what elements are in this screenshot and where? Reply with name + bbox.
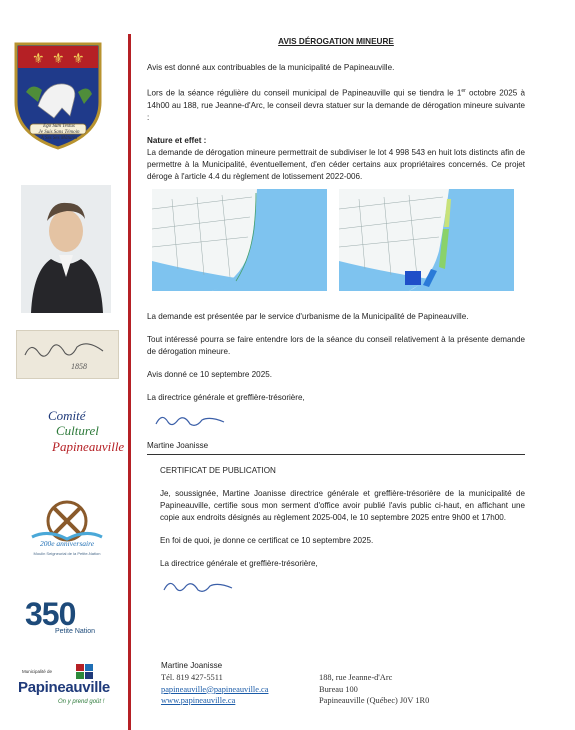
papineauville-logo bbox=[18, 664, 118, 714]
comite-culturel-logo bbox=[48, 408, 125, 468]
certificate-signature-icon bbox=[160, 576, 240, 598]
signature-scribble bbox=[17, 331, 118, 378]
anniversary-logo bbox=[28, 497, 106, 569]
nature-heading: Nature et effet : bbox=[147, 135, 207, 145]
petite-nation-350-logo bbox=[25, 598, 111, 640]
portrait-image bbox=[21, 185, 111, 313]
muni-name: Papineauville bbox=[18, 679, 110, 696]
anniversary-text: 200e anniversaire bbox=[39, 539, 95, 548]
comite-line2: Culturel bbox=[56, 423, 99, 438]
certificate-signer-title: La directrice générale et greffière-trésorière, bbox=[160, 558, 318, 568]
accent-divider bbox=[128, 34, 131, 730]
muni-small-text: Municipalité de bbox=[22, 669, 53, 674]
sidebar bbox=[0, 0, 128, 730]
contact-street: 188, rue Jeanne-d'Arc bbox=[319, 673, 393, 682]
svg-text:⚜: ⚜ bbox=[52, 50, 65, 66]
notice-date: Avis donné ce 10 septembre 2025. bbox=[147, 369, 272, 379]
section-divider bbox=[147, 454, 525, 455]
contact-office: Bureau 100 bbox=[319, 684, 358, 694]
contact-city: Papineauville (Québec) J0V 1R0 bbox=[319, 696, 430, 705]
contact-right bbox=[319, 672, 429, 707]
signature-icon bbox=[152, 410, 232, 432]
contact-left bbox=[161, 672, 268, 707]
crest-motto-line2: Je Suis Sans Témoin bbox=[38, 130, 80, 135]
notice-meeting-paragraph bbox=[147, 85, 525, 124]
logo350-number: 350 bbox=[25, 596, 76, 632]
contact-website-link[interactable]: www.papineauville.ca bbox=[161, 696, 236, 705]
nature-text: La demande de dérogation mineure permettrait de subdiviser le lot 4 998 543 en huit lots distincts afin de permettre à la Municipalité, éventuellement, d'en céder certains aux propriétaires concernés. Ce projet déroge à l'article 4.4 du règlement de lotissement 2022-006. bbox=[147, 147, 525, 181]
notice-intro: Avis est donné aux contribuables de la municipalité de Papineauville. bbox=[147, 63, 395, 72]
comite-line3: Papineauville bbox=[52, 439, 125, 454]
certificate-body: Je, soussignée, Martine Joanisse directrice générale et greffière-trésorière de la municipalité de Papineauville, certifie sous mon serment d'office avoir publié l'avis public ci-haut, en affichant une copie aux endroits désignés au règlement 2025-004, le 10 septembre 2025 entre 9h00 et 17h00. bbox=[160, 488, 525, 522]
crest-motto-line3: A Ses Ses Mâtures bbox=[40, 136, 78, 141]
crest-motto bbox=[20, 124, 98, 142]
svg-text:⚜: ⚜ bbox=[72, 50, 85, 66]
house-icon bbox=[76, 664, 94, 680]
certificate-signer-name: Martine Joanisse bbox=[161, 661, 223, 670]
logo350-subtitle: Petite Nation bbox=[55, 628, 96, 635]
svg-text:⚜: ⚜ bbox=[32, 50, 45, 66]
anniversary-subtext: Moulin Seigneurial de la Petite-Nation bbox=[33, 551, 101, 556]
meeting-text-b: octobre 2025 à 14h00 au 188, rue Jeanne-d'Arc, le conseil devra statuer sur la demande de dérogation mineure suivante : bbox=[147, 88, 525, 122]
lot-map-after bbox=[339, 189, 514, 291]
autograph-image bbox=[16, 330, 119, 379]
certificate-section bbox=[147, 465, 525, 606]
notice-title: AVIS DÉROGATION MINEURE bbox=[278, 37, 394, 46]
comite-line1: Comité bbox=[48, 408, 86, 423]
crest-motto-line1: Ego Sum Textus bbox=[43, 124, 75, 129]
certificate-faith: En foi de quoi, je donne ce certificat ce 10 septembre 2025. bbox=[160, 535, 374, 545]
notice-signer-title: La directrice générale et greffière-trésorière, bbox=[147, 392, 305, 402]
presented-by: La demande est présentée par le service d'urbanisme de la Municipalité de Papineauville. bbox=[147, 311, 469, 321]
notice-signer-name: Martine Joanisse bbox=[147, 440, 209, 450]
contact-email-link[interactable]: papineauville@papineauville.ca bbox=[161, 684, 269, 694]
autograph-year: 1858 bbox=[71, 362, 87, 371]
muni-slogan: On y prend goût ! bbox=[58, 699, 105, 705]
contact-phone: Tél. 819 427-5511 bbox=[161, 673, 223, 682]
meeting-text-sup: er bbox=[461, 88, 466, 94]
interested-parties: Tout intéressé pourra se faire entendre lors de la séance du conseil relativement à la présente demande de dérogation mineure. bbox=[147, 334, 525, 356]
lot-map-before bbox=[152, 189, 327, 291]
lot-maps bbox=[152, 189, 525, 291]
notice-body bbox=[147, 36, 525, 606]
certificate-heading: CERTIFICAT DE PUBLICATION bbox=[160, 465, 276, 475]
meeting-text-a: Lors de la séance régulière du conseil municipal de Papineauville qui se tiendra le 1 bbox=[147, 88, 462, 98]
